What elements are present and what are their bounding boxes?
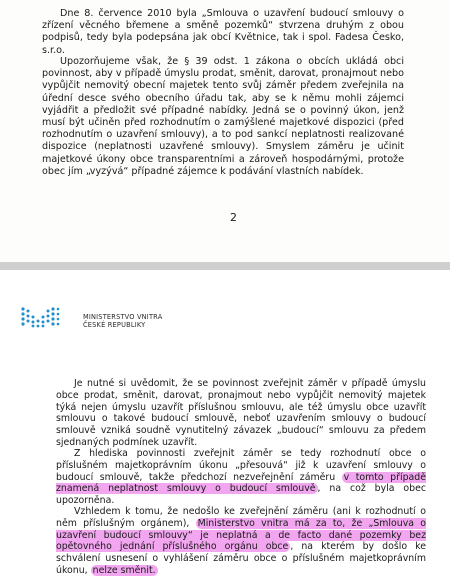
page-number: 2 bbox=[230, 211, 237, 224]
top-paragraph-1-text: Dne 8. července 2010 byla „Smlouva o uzavření budoucí smlouvy o zřízení věcného břemene a směně pozemků“ stvrzena druhým z obou podpisů, tedy byla podepsána jak obcí Květnice, tak i spol. Fadesa Česko, s.r.o. bbox=[42, 8, 404, 56]
paragraph-3-middle: , na kterém by došlo ke schválení usnesení o vyhlášení záměru obce o příslušném majetkoprávním úkonu, bbox=[56, 541, 426, 576]
ministry-logo-icon bbox=[20, 305, 80, 329]
top-paragraph-1 bbox=[42, 8, 404, 57]
paragraph-2-highlight: v tomto případě znamená neplatnost smlouvy o budoucí smlouvě bbox=[56, 471, 426, 495]
bottom-paragraph-2 bbox=[56, 448, 426, 507]
paragraph-3-plain: Vzhledem k tomu, že nedošlo ke zveřejnění záměru (ani k rozhodnutí o něm příslušným orgánem), bbox=[56, 506, 426, 529]
ministry-name-line1: MINISTERSTVO VNITRA bbox=[83, 313, 163, 321]
ministry-name-line2: ČESKÉ REPUBLIKY bbox=[83, 321, 146, 329]
bottom-paragraph-1 bbox=[56, 378, 426, 449]
page-separator bbox=[0, 262, 450, 270]
paragraph-2-plain: Z hlediska povinnosti zveřejnit záměr se tedy rozhodnutí obce o příslušném majetkoprávním úkonu „přesouvá“ již k uzavření smlouvy o budoucí smlouvě, takže předchozí nezveřejnění záměru bbox=[56, 448, 426, 483]
bottom-paragraph-1-text: Je nutné si uvědomit, že se povinnost zveřejnit záměr v případě úmyslu obce prodat, směnit, darovat, pronajmout nebo vypůjčit nemovitý majetek týká nejen úmyslu uzavřít příslušnou smlouvu, ale též úmyslu obce uzavřít smlouvu o takové budoucí smlouvě, neboť uzavřením smlouvy o budoucí smlouvě vzniká soudně vynutitelný závazek „budoucí“ smlouvu za předem sjednaných podmínek uzavřít. bbox=[56, 378, 426, 448]
paragraph-2-tail: , na což byla obec upozorněna. bbox=[56, 483, 426, 507]
bottom-paragraph-2-text bbox=[56, 448, 426, 507]
ministry-name bbox=[83, 313, 162, 329]
top-paragraph-2-text: Upozorňujeme však, že § 39 odst. 1 zákona o obcích ukládá obci povinnost, aby v případě úmyslu prodat, směnit, darovat, pronajmout nebo vypůjčit nemovitý obecní majetek tento svůj záměr předem zveřejnila na úřední desce svého obecního úřadu tak, aby se k němu mohli zájemci vyjádřit a předložit své případné nabídky. Jedná se o povinný úkon, jenž musí být učiněn před rozhodnutím o zamýšlené majetkové dispozici (před rozhodnutím o uzavření smlouvy), a to pod sankcí neplatnosti realizované dispozice (neplatnosti uzavřené smlouvy). Smyslem záměru je učinit majetkové úkony obce transparentními a zároveň hospodárnými, protože obec jím „vyzývá“ případné zájemce k podávání vlastních nabídek. bbox=[42, 56, 404, 177]
bottom-paragraph-3 bbox=[56, 506, 426, 577]
paragraph-3-highlight-2: nelze směnit. bbox=[92, 564, 156, 576]
bottom-paragraph-3-text bbox=[56, 506, 426, 577]
upper-document-page bbox=[0, 0, 450, 262]
top-paragraph-2 bbox=[42, 56, 404, 178]
paragraph-3-highlight-1: Ministerstvo vnitra má za to, že „Smlouva o uzavření budoucí smlouvy“ je neplatná a de facto dané pozemky bez opětovného jednání příslušného orgánu obce bbox=[56, 517, 427, 553]
